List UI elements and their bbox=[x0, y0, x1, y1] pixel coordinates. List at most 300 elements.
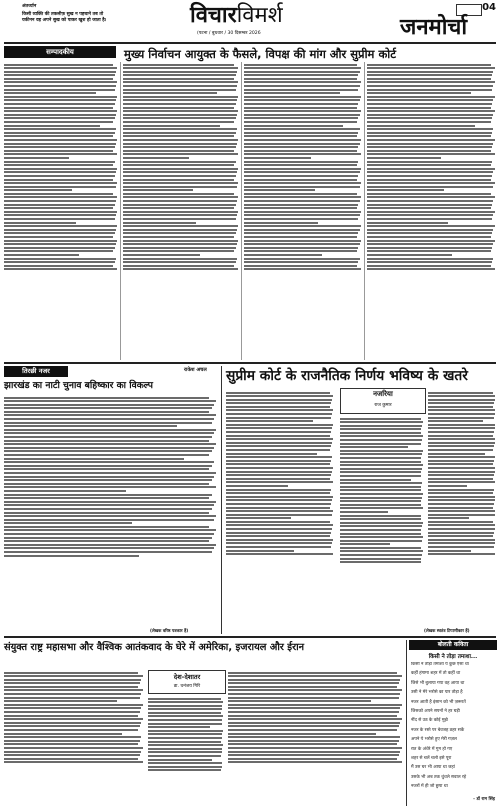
text-line-placeholder bbox=[428, 467, 495, 469]
text-line-placeholder bbox=[123, 200, 237, 202]
text-line-placeholder bbox=[226, 553, 333, 555]
text-line-placeholder bbox=[148, 705, 222, 707]
poem-line: उसके भी अब तक धुंधले सवाल रहे bbox=[411, 774, 467, 780]
text-line-placeholder bbox=[226, 467, 333, 469]
text-line-placeholder bbox=[123, 268, 238, 270]
text-line-placeholder bbox=[123, 89, 236, 91]
text-line-placeholder bbox=[428, 424, 495, 426]
text-line-placeholder bbox=[367, 81, 495, 83]
text-line-placeholder bbox=[244, 218, 358, 220]
text-line-placeholder bbox=[428, 442, 495, 444]
text-line-placeholder bbox=[428, 453, 485, 455]
text-line-placeholder bbox=[4, 515, 216, 517]
text-line-placeholder bbox=[340, 536, 423, 538]
text-line-placeholder bbox=[226, 535, 330, 537]
text-line-placeholder bbox=[123, 64, 234, 66]
text-line-placeholder bbox=[4, 107, 113, 109]
poem-line: किसी ने तोड़ा तमाशा ये कुछ ऐसा था bbox=[411, 662, 469, 667]
text-line-placeholder bbox=[4, 682, 140, 684]
text-line-placeholder bbox=[226, 395, 333, 397]
text-line-placeholder bbox=[4, 422, 212, 424]
text-line-placeholder bbox=[4, 529, 216, 531]
text-line-placeholder bbox=[428, 496, 495, 498]
text-line-placeholder bbox=[367, 175, 492, 177]
text-line-placeholder bbox=[4, 400, 216, 402]
text-line-placeholder bbox=[244, 92, 340, 94]
text-line-placeholder bbox=[228, 751, 400, 753]
text-line-placeholder bbox=[123, 146, 236, 148]
text-line-placeholder bbox=[244, 110, 361, 112]
text-line-placeholder bbox=[123, 135, 234, 137]
text-line-placeholder bbox=[226, 463, 330, 465]
text-line-placeholder bbox=[4, 135, 113, 137]
editorial-headline: मुख्य निर्वाचन आयुक्त के फैसले, विपक्ष की मांग और सुप्रीम कोर्ट bbox=[124, 47, 397, 61]
section-title-right: विमर्श bbox=[236, 3, 283, 28]
text-line-placeholder bbox=[244, 132, 358, 134]
col-rule bbox=[241, 62, 242, 360]
text-line-placeholder bbox=[123, 74, 236, 76]
poem-line: शहर से चलें चलो इसे पूरा bbox=[411, 755, 452, 761]
text-line-placeholder bbox=[228, 707, 400, 709]
text-line-placeholder bbox=[367, 193, 491, 195]
text-line-placeholder bbox=[428, 514, 495, 516]
text-line-placeholder bbox=[428, 553, 495, 555]
text-line-placeholder bbox=[428, 528, 495, 530]
text-line-placeholder bbox=[244, 161, 358, 163]
text-line-placeholder bbox=[4, 547, 214, 549]
text-line-placeholder bbox=[123, 254, 200, 256]
text-line-placeholder bbox=[340, 450, 423, 452]
text-line-placeholder bbox=[428, 438, 495, 440]
text-line-placeholder bbox=[123, 232, 236, 234]
text-line-placeholder bbox=[428, 409, 495, 411]
poem-line: अपने ये भरोसे हुए मेरी गज़ल bbox=[411, 737, 457, 743]
text-line-placeholder bbox=[340, 529, 421, 531]
text-line-placeholder bbox=[340, 475, 421, 477]
article3-box-title: नजरिया bbox=[373, 390, 393, 398]
poem-lines bbox=[411, 662, 495, 796]
text-line-placeholder bbox=[4, 200, 116, 202]
text-line-placeholder bbox=[4, 476, 214, 478]
text-line-placeholder bbox=[340, 550, 423, 552]
text-line-placeholder bbox=[244, 229, 360, 231]
text-line-placeholder bbox=[226, 550, 294, 552]
article2-byline: राकेश अचल bbox=[184, 367, 207, 373]
text-line-placeholder bbox=[4, 519, 214, 521]
text-line-placeholder bbox=[367, 146, 492, 148]
text-line-placeholder bbox=[148, 730, 223, 732]
article2-column-1 bbox=[4, 395, 218, 625]
section-title-left: विचार bbox=[190, 3, 237, 28]
article4-column-1 bbox=[4, 670, 144, 804]
text-line-placeholder bbox=[244, 186, 360, 188]
text-line-placeholder bbox=[4, 689, 143, 691]
text-line-placeholder bbox=[228, 679, 400, 681]
text-line-placeholder bbox=[228, 672, 397, 674]
text-line-placeholder bbox=[340, 457, 421, 459]
text-line-placeholder bbox=[123, 107, 234, 109]
text-line-placeholder bbox=[244, 250, 357, 252]
dateline: (पटना / बुधवार / 30 दिसम्बर 2026 bbox=[197, 31, 261, 36]
text-line-placeholder bbox=[226, 438, 333, 440]
text-line-placeholder bbox=[428, 542, 495, 544]
text-line-placeholder bbox=[4, 146, 115, 148]
text-line-placeholder bbox=[4, 78, 113, 80]
poem-line: मैं उस घर भी आया था जहां bbox=[411, 765, 455, 771]
text-line-placeholder bbox=[4, 250, 113, 252]
text-line-placeholder bbox=[428, 489, 494, 491]
text-line-placeholder bbox=[244, 214, 360, 216]
top-left-label: अंतर्ध्यान bbox=[22, 4, 37, 9]
text-line-placeholder bbox=[228, 704, 402, 706]
text-line-placeholder bbox=[367, 240, 495, 242]
text-line-placeholder bbox=[226, 409, 333, 411]
text-line-placeholder bbox=[123, 265, 234, 267]
text-line-placeholder bbox=[244, 222, 318, 224]
text-line-placeholder bbox=[428, 535, 493, 537]
text-line-placeholder bbox=[4, 468, 209, 470]
text-line-placeholder bbox=[4, 461, 214, 463]
text-line-placeholder bbox=[4, 436, 212, 438]
masthead-rule bbox=[4, 42, 496, 44]
text-line-placeholder bbox=[367, 128, 493, 130]
text-line-placeholder bbox=[4, 261, 115, 263]
article3-column-2 bbox=[340, 416, 424, 626]
poem-line: रात के अंधेरे में गुम हो गए bbox=[411, 746, 453, 752]
section-rule bbox=[4, 636, 496, 638]
text-line-placeholder bbox=[4, 508, 212, 510]
text-line-placeholder bbox=[4, 103, 115, 105]
text-line-placeholder bbox=[244, 81, 361, 83]
text-line-placeholder bbox=[340, 507, 423, 509]
text-line-placeholder bbox=[340, 533, 421, 535]
editorial-column-1 bbox=[4, 62, 118, 360]
text-line-placeholder bbox=[244, 139, 361, 141]
text-line-placeholder bbox=[226, 492, 330, 494]
text-line-placeholder bbox=[4, 526, 209, 528]
text-line-placeholder bbox=[226, 456, 332, 458]
text-line-placeholder bbox=[367, 258, 493, 260]
text-line-placeholder bbox=[367, 207, 491, 209]
text-line-placeholder bbox=[4, 454, 209, 456]
text-line-placeholder bbox=[428, 474, 494, 476]
text-line-placeholder bbox=[4, 268, 117, 270]
text-line-placeholder bbox=[148, 755, 221, 757]
text-line-placeholder bbox=[340, 461, 421, 463]
article3-footer: (लेखक स्वतंत्र टिप्पणीकार हैं) bbox=[424, 628, 470, 633]
text-line-placeholder bbox=[367, 110, 495, 112]
text-line-placeholder bbox=[148, 751, 222, 753]
text-line-placeholder bbox=[228, 700, 371, 702]
text-line-placeholder bbox=[226, 539, 333, 541]
text-line-placeholder bbox=[123, 164, 234, 166]
poem-line: नींद से उठ के कोई मुझे bbox=[411, 718, 448, 724]
text-line-placeholder bbox=[340, 561, 421, 563]
text-line-placeholder bbox=[244, 204, 358, 206]
article4-box-byline: डा. धनंजय गिरि bbox=[173, 684, 201, 689]
text-line-placeholder bbox=[123, 150, 234, 152]
text-line-placeholder bbox=[4, 89, 115, 91]
section-title bbox=[190, 4, 283, 28]
text-line-placeholder bbox=[244, 78, 357, 80]
text-line-placeholder bbox=[4, 704, 143, 706]
text-line-placeholder bbox=[367, 182, 495, 184]
col-rule bbox=[221, 366, 222, 634]
text-line-placeholder bbox=[226, 424, 333, 426]
text-line-placeholder bbox=[340, 482, 422, 484]
text-line-placeholder bbox=[4, 686, 138, 688]
text-line-placeholder bbox=[123, 92, 217, 94]
text-line-placeholder bbox=[4, 761, 143, 763]
text-line-placeholder bbox=[428, 485, 467, 487]
text-line-placeholder bbox=[244, 236, 357, 238]
text-line-placeholder bbox=[367, 247, 492, 249]
text-line-placeholder bbox=[4, 225, 117, 227]
text-line-placeholder bbox=[428, 445, 494, 447]
text-line-placeholder bbox=[4, 240, 117, 242]
text-line-placeholder bbox=[123, 117, 236, 119]
editorial-column-4 bbox=[367, 62, 496, 360]
text-line-placeholder bbox=[367, 85, 493, 87]
text-line-placeholder bbox=[244, 125, 343, 127]
text-line-placeholder bbox=[340, 515, 421, 517]
text-line-placeholder bbox=[244, 143, 360, 145]
text-line-placeholder bbox=[4, 407, 212, 409]
text-line-placeholder bbox=[123, 189, 193, 191]
text-line-placeholder bbox=[340, 554, 422, 556]
text-line-placeholder bbox=[123, 225, 238, 227]
text-line-placeholder bbox=[428, 471, 495, 473]
text-line-placeholder bbox=[367, 254, 452, 256]
text-line-placeholder bbox=[428, 460, 494, 462]
text-line-placeholder bbox=[340, 543, 390, 545]
text-line-placeholder bbox=[4, 139, 117, 141]
text-line-placeholder bbox=[428, 478, 493, 480]
text-line-placeholder bbox=[367, 214, 493, 216]
article3-box bbox=[340, 388, 426, 414]
text-line-placeholder bbox=[428, 503, 494, 505]
text-line-placeholder bbox=[228, 693, 400, 695]
text-line-placeholder bbox=[4, 522, 132, 524]
text-line-placeholder bbox=[4, 512, 209, 514]
text-line-placeholder bbox=[226, 514, 332, 516]
text-line-placeholder bbox=[4, 537, 212, 539]
text-line-placeholder bbox=[4, 71, 116, 73]
text-line-placeholder bbox=[367, 225, 495, 227]
article3-box-byline: राज कुमार bbox=[374, 403, 392, 408]
text-line-placeholder bbox=[4, 211, 117, 213]
text-line-placeholder bbox=[226, 445, 331, 447]
text-line-placeholder bbox=[340, 439, 422, 441]
text-line-placeholder bbox=[428, 435, 493, 437]
text-line-placeholder bbox=[367, 96, 495, 98]
text-line-placeholder bbox=[4, 540, 209, 542]
text-line-placeholder bbox=[4, 715, 138, 717]
text-line-placeholder bbox=[4, 497, 209, 499]
text-line-placeholder bbox=[4, 450, 212, 452]
text-line-placeholder bbox=[226, 406, 330, 408]
text-line-placeholder bbox=[4, 555, 139, 557]
text-line-placeholder bbox=[4, 193, 113, 195]
text-line-placeholder bbox=[226, 481, 333, 483]
text-line-placeholder bbox=[4, 207, 113, 209]
text-line-placeholder bbox=[4, 447, 214, 449]
text-line-placeholder bbox=[4, 465, 212, 467]
text-line-placeholder bbox=[148, 723, 222, 725]
text-line-placeholder bbox=[4, 729, 138, 731]
text-line-placeholder bbox=[4, 751, 141, 753]
text-line-placeholder bbox=[226, 524, 333, 526]
text-line-placeholder bbox=[367, 99, 493, 101]
text-line-placeholder bbox=[4, 551, 212, 553]
text-line-placeholder bbox=[428, 427, 495, 429]
text-line-placeholder bbox=[340, 486, 421, 488]
text-line-placeholder bbox=[4, 722, 141, 724]
text-line-placeholder bbox=[244, 254, 322, 256]
text-line-placeholder bbox=[244, 146, 358, 148]
text-line-placeholder bbox=[123, 168, 238, 170]
text-line-placeholder bbox=[244, 64, 357, 66]
col-rule bbox=[364, 62, 365, 360]
text-line-placeholder bbox=[226, 392, 330, 394]
text-line-placeholder bbox=[148, 733, 222, 735]
text-line-placeholder bbox=[367, 218, 492, 220]
text-line-placeholder bbox=[367, 204, 492, 206]
text-line-placeholder bbox=[228, 718, 402, 720]
text-line-placeholder bbox=[226, 474, 331, 476]
text-line-placeholder bbox=[340, 558, 421, 560]
text-line-placeholder bbox=[123, 71, 237, 73]
text-line-placeholder bbox=[4, 265, 113, 267]
text-line-placeholder bbox=[367, 135, 491, 137]
text-line-placeholder bbox=[367, 186, 493, 188]
text-line-placeholder bbox=[244, 153, 361, 155]
text-line-placeholder bbox=[428, 431, 494, 433]
text-line-placeholder bbox=[123, 110, 238, 112]
text-line-placeholder bbox=[340, 428, 421, 430]
text-line-placeholder bbox=[226, 471, 332, 473]
text-line-placeholder bbox=[4, 675, 143, 677]
text-line-placeholder bbox=[340, 540, 422, 542]
text-line-placeholder bbox=[226, 442, 332, 444]
text-line-placeholder bbox=[4, 186, 116, 188]
text-line-placeholder bbox=[4, 254, 79, 256]
text-line-placeholder bbox=[428, 420, 483, 422]
text-line-placeholder bbox=[428, 456, 495, 458]
text-line-placeholder bbox=[367, 229, 493, 231]
text-line-placeholder bbox=[4, 733, 122, 735]
text-line-placeholder bbox=[244, 171, 360, 173]
text-line-placeholder bbox=[4, 92, 96, 94]
text-line-placeholder bbox=[228, 711, 399, 713]
text-line-placeholder bbox=[4, 501, 216, 503]
text-line-placeholder bbox=[123, 114, 237, 116]
article4-column-2 bbox=[148, 696, 224, 804]
text-line-placeholder bbox=[340, 453, 422, 455]
text-line-placeholder bbox=[340, 518, 421, 520]
text-line-placeholder bbox=[226, 532, 331, 534]
text-line-placeholder bbox=[428, 546, 494, 548]
text-line-placeholder bbox=[123, 99, 237, 101]
article4-box bbox=[148, 670, 226, 694]
text-line-placeholder bbox=[340, 425, 422, 427]
text-line-placeholder bbox=[4, 458, 184, 460]
text-line-placeholder bbox=[226, 521, 330, 523]
text-line-placeholder bbox=[226, 507, 330, 509]
text-line-placeholder bbox=[123, 247, 236, 249]
text-line-placeholder bbox=[4, 544, 216, 546]
text-line-placeholder bbox=[4, 404, 214, 406]
text-line-placeholder bbox=[340, 497, 422, 499]
text-line-placeholder bbox=[244, 74, 358, 76]
text-line-placeholder bbox=[228, 743, 397, 745]
text-line-placeholder bbox=[367, 143, 493, 145]
text-line-placeholder bbox=[148, 701, 223, 703]
text-line-placeholder bbox=[228, 686, 397, 688]
text-line-placeholder bbox=[340, 432, 421, 434]
text-line-placeholder bbox=[428, 463, 493, 465]
text-line-placeholder bbox=[123, 161, 236, 163]
text-line-placeholder bbox=[244, 150, 357, 152]
text-line-placeholder bbox=[123, 139, 238, 141]
text-line-placeholder bbox=[367, 161, 492, 163]
text-line-placeholder bbox=[226, 503, 331, 505]
text-line-placeholder bbox=[123, 211, 238, 213]
text-line-placeholder bbox=[226, 546, 331, 548]
text-line-placeholder bbox=[4, 247, 115, 249]
text-line-placeholder bbox=[4, 132, 115, 134]
text-line-placeholder bbox=[428, 417, 494, 419]
text-line-placeholder bbox=[148, 762, 222, 764]
text-line-placeholder bbox=[244, 196, 361, 198]
text-line-placeholder bbox=[228, 740, 399, 742]
text-line-placeholder bbox=[123, 171, 237, 173]
text-line-placeholder bbox=[226, 460, 331, 462]
text-line-placeholder bbox=[340, 504, 421, 506]
text-line-placeholder bbox=[4, 725, 140, 727]
text-line-placeholder bbox=[226, 417, 331, 419]
text-line-placeholder bbox=[428, 449, 493, 451]
text-line-placeholder bbox=[4, 679, 141, 681]
col-rule bbox=[120, 62, 121, 360]
text-line-placeholder bbox=[4, 747, 143, 749]
text-line-placeholder bbox=[4, 486, 216, 488]
text-line-placeholder bbox=[228, 747, 402, 749]
poem-line: कहीं हंगामा शहर में तो कहीं था bbox=[411, 671, 461, 677]
text-line-placeholder bbox=[4, 175, 115, 177]
text-line-placeholder bbox=[428, 392, 493, 394]
text-line-placeholder bbox=[123, 143, 237, 145]
text-line-placeholder bbox=[367, 139, 495, 141]
text-line-placeholder bbox=[4, 429, 216, 431]
text-line-placeholder bbox=[226, 489, 331, 491]
text-line-placeholder bbox=[4, 67, 117, 69]
text-line-placeholder bbox=[367, 189, 444, 191]
text-line-placeholder bbox=[4, 236, 113, 238]
text-line-placeholder bbox=[428, 399, 495, 401]
text-line-placeholder bbox=[244, 114, 360, 116]
text-line-placeholder bbox=[428, 492, 493, 494]
text-line-placeholder bbox=[4, 74, 115, 76]
page-number: 04 bbox=[482, 2, 496, 13]
text-line-placeholder bbox=[4, 443, 216, 445]
text-line-placeholder bbox=[367, 78, 491, 80]
brand-logo bbox=[398, 2, 498, 45]
text-line-placeholder bbox=[4, 204, 115, 206]
text-line-placeholder bbox=[123, 121, 234, 123]
text-line-placeholder bbox=[367, 117, 492, 119]
text-line-placeholder bbox=[228, 754, 399, 756]
